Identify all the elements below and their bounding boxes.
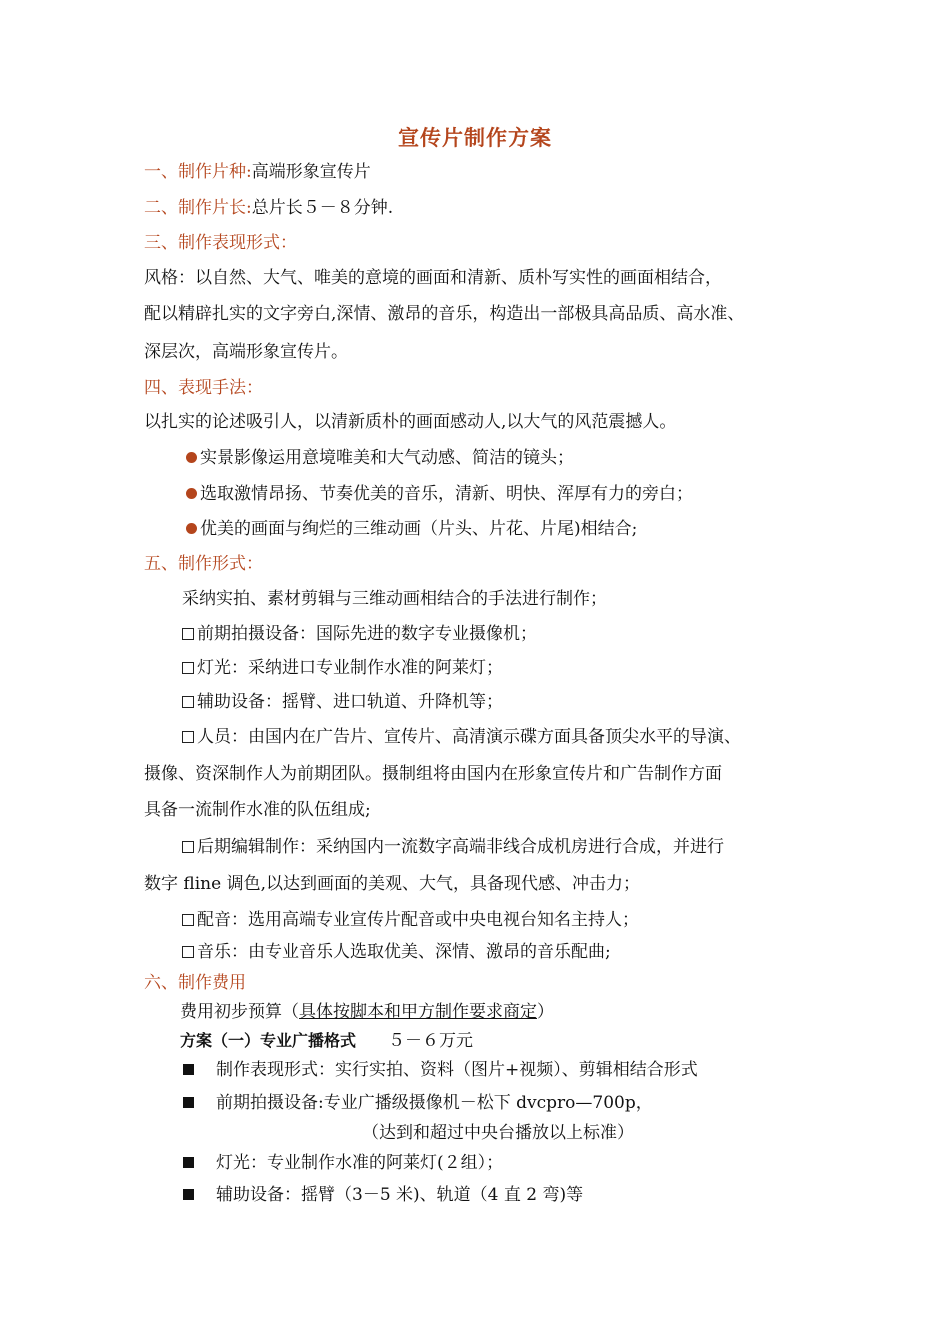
checkbox-item (182, 690, 503, 714)
section-2-label: 二、制作片长: (144, 198, 252, 218)
checkbox-item (182, 908, 639, 932)
paragraph-line: 数字 fline 调色,以达到画面的美观、大气，具备现代感、冲击力； (144, 874, 640, 894)
bullet-text: 选取激情昂扬、节奏优美的音乐，清新、明快、浑厚有力的旁白； (200, 484, 693, 504)
plan-item-text: 辅助设备：摇臂（3－5 米)、轨道（4 直 2 弯)等 (216, 1185, 584, 1205)
plan-item-text: 制作表现形式：实行实拍、资料（图片+视频）、剪辑相结合形式 (216, 1060, 698, 1080)
bullet-text: 实景影像运用意境唯美和大气动感、简洁的镜头； (200, 448, 574, 468)
section-1-text: 高端形象宣传片 (251, 162, 371, 182)
checkbox-item (182, 622, 537, 646)
checkbox-item (182, 656, 503, 680)
section-3-paragraph-line: 深层次，高端形象宣传片。 (144, 342, 348, 362)
checkbox-icon (182, 946, 194, 958)
budget-line (180, 1000, 554, 1024)
section-2-text: 总片长５－８分钟. (251, 198, 394, 218)
checkbox-icon (182, 841, 194, 853)
section-5-intro: 采纳实拍、素材剪辑与三维动画相结合的手法进行制作； (182, 589, 607, 609)
budget-text: 费用初步预算（ (180, 1002, 299, 1022)
bullet-dot-icon (186, 488, 197, 499)
checkbox-icon (182, 628, 194, 640)
checkbox-icon (182, 731, 194, 743)
paragraph-line: 摄像、资深制作人为前期团队。摄制组将由国内在形象宣传片和广告制作方面 (144, 764, 722, 784)
bullet-dot-icon (186, 452, 197, 463)
section-1 (144, 160, 371, 184)
checkbox-icon (182, 696, 194, 708)
plan-item (183, 1183, 583, 1207)
section-3-label: 三、制作表现形式： (144, 233, 297, 253)
checkbox-item-text: 前期拍摄设备：国际先进的数字专业摄像机； (197, 624, 537, 644)
plan-item (183, 1151, 503, 1175)
budget-underlined-text: 具体按脚本和甲方制作要求商定 (299, 1002, 537, 1022)
section-5-label: 五、制作形式： (144, 554, 263, 574)
section-4-intro: 以扎实的论述吸引人，以清新质朴的画面感动人,以大气的风范震撼人。 (144, 412, 677, 432)
plan-price: ５－６万元 (388, 1031, 474, 1051)
plan-item-continuation: （达到和超过中央台播放以上标准） (362, 1123, 634, 1143)
checkbox-item-text: 人员：由国内在广告片、宣传片、高清演示碟方面具备顶尖水平的导演、 (197, 727, 741, 747)
checkbox-item-text: 配音：选用高端专业宣传片配音或中央电视台知名主持人； (197, 910, 639, 930)
section-3-paragraph-line: 风格：以自然、大气、唯美的意境的画面和清新、质朴写实性的画面相结合， (144, 268, 722, 288)
bullet-item (186, 482, 693, 506)
section-6-label: 六、制作费用 (144, 973, 246, 993)
square-bullet-icon (183, 1064, 194, 1075)
section-1-label: 一、制作片种: (144, 162, 252, 182)
bullet-dot-icon (186, 523, 197, 534)
bullet-item (186, 517, 637, 541)
checkbox-item-text: 音乐：由专业音乐人选取优美、深情、激昂的音乐配曲; (197, 942, 611, 962)
plan-item (183, 1058, 698, 1082)
bullet-item (186, 446, 574, 470)
document-title: 宣传片制作方案 (398, 126, 552, 150)
plan-item-text: 前期拍摄设备:专业广播级摄像机－松下 dvcpro—700p， (216, 1093, 653, 1113)
section-4-label: 四、表现手法： (144, 378, 263, 398)
bullet-text: 优美的画面与绚烂的三维动画（片头、片花、片尾)相结合; (200, 519, 638, 539)
square-bullet-icon (183, 1097, 194, 1108)
square-bullet-icon (183, 1189, 194, 1200)
square-bullet-icon (183, 1157, 194, 1168)
checkbox-icon (182, 914, 194, 926)
checkbox-item (182, 940, 611, 964)
plan-item (183, 1091, 653, 1115)
paragraph-line: 具备一流制作水准的队伍组成; (144, 800, 371, 820)
checkbox-item (182, 725, 741, 749)
checkbox-icon (182, 662, 194, 674)
plan-heading (180, 1029, 473, 1053)
plan-title: 方案（一）专业广播格式 (180, 1031, 357, 1050)
checkbox-item (182, 835, 724, 859)
section-2 (144, 196, 393, 220)
checkbox-item-text: 灯光：采纳进口专业制作水准的阿莱灯； (197, 658, 503, 678)
plan-item-text: 灯光：专业制作水准的阿莱灯(２组）； (216, 1153, 504, 1173)
section-3-paragraph-line: 配以精辟扎实的文字旁白,深情、激昂的音乐，构造出一部极具高品质、高水准、 (144, 304, 745, 324)
budget-text-end: ） (537, 1002, 554, 1022)
checkbox-item-text: 辅助设备：摇臂、进口轨道、升降机等； (197, 692, 503, 712)
checkbox-item-text: 后期编辑制作：采纳国内一流数字高端非线合成机房进行合成，并进行 (197, 837, 724, 857)
